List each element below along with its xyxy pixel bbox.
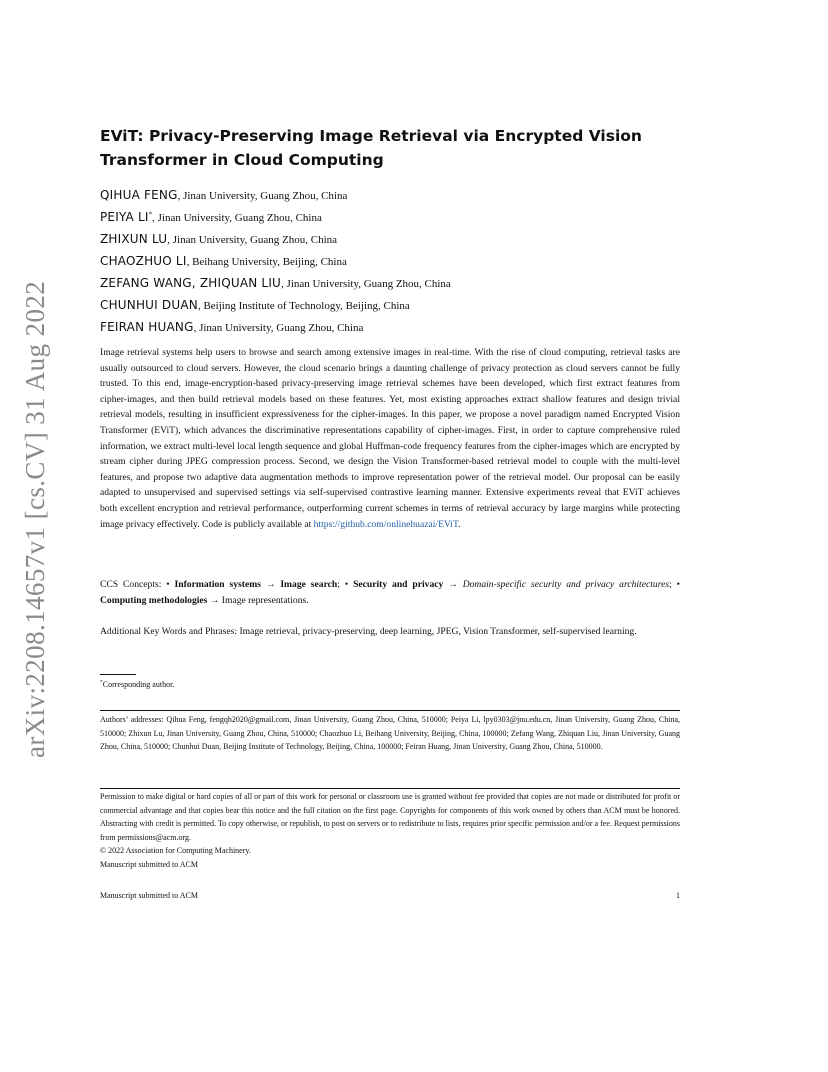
footnote-divider (100, 674, 136, 675)
paper-title: EViT: Privacy-Preserving Image Retrieval via Encrypted Vision Transformer in Cloud Computing (100, 127, 642, 169)
author-name: ZEFANG WANG, ZHIQUAN LIU (100, 276, 282, 290)
corresponding-author-footnote (100, 679, 680, 691)
ccs-label: CCS Concepts: (100, 579, 167, 590)
author-affiliation: , Jinan University, Guang Zhou, China (193, 322, 364, 334)
author-name: CHUNHUI DUAN (100, 298, 198, 312)
author-line (100, 272, 740, 294)
code-repository-link[interactable]: https://github.com/onlinehuazai/EViT (313, 518, 459, 530)
ccs-separator: ; (337, 579, 345, 590)
ccs-concept-security-detail: Domain-specific security and privacy architectures (462, 579, 670, 590)
author-line (100, 184, 740, 206)
footer-venue: Manuscript submitted to ACM (100, 891, 198, 900)
author-line (100, 316, 740, 338)
author-line (100, 294, 740, 316)
permission-text: Permission to make digital or hard copies of all or part of this work for personal or classroom use is granted without fee provided that copies are not made or distributed for profit or commercial advantage and that copies bear this notice and the full citation on the first page. Copyrights for components of this work owned by others than ACM must be honored. Abstracting with credit is permitted. To copy otherwise, or republish, to post on servers or to redistribute to lists, requires prior specific permission and/or a fee. Request permissions from permissions@acm.org. (100, 792, 680, 842)
author-name: QIHUA FENG (100, 188, 178, 202)
ccs-concept-computing-methodologies: Computing methodologies (100, 594, 208, 606)
manuscript-line: Manuscript submitted to ACM (100, 859, 198, 869)
ccs-bullet: • (344, 579, 354, 590)
abstract-end: . (458, 518, 461, 530)
author-affiliation: , Beijing Institute of Technology, Beijing, China (197, 300, 410, 312)
ccs-bullet: • (676, 579, 680, 590)
ccs-concept-security-privacy: Security and privacy (353, 579, 444, 590)
footnote-text: Corresponding author. (102, 680, 175, 689)
author-name: PEIYA LI (100, 210, 149, 224)
author-name: FEIRAN HUANG (100, 320, 194, 334)
author-list (100, 184, 740, 338)
author-affiliation: , Jinan University, Guang Zhou, China (152, 212, 322, 224)
copyright-line: © 2022 Association for Computing Machinery. (100, 846, 251, 856)
ccs-separator: ; (669, 579, 677, 590)
author-affiliation: , Beihang University, Beijing, China (186, 256, 347, 268)
author-name: CHAOZHUO LI (100, 254, 187, 268)
permission-notice (100, 790, 680, 872)
author-name: ZHIXUN LU (100, 232, 168, 246)
author-addresses: Authors’ addresses: Qihua Feng, fengqh2020@gmail.com, Jinan University, Guang Zhou, China, 510000; Peiya Li, lpy0303@jnu.edu.cn, Jinan University, Guang Zhou, China, 510000; Zhixun Lu, Jinan University, Guang Zhou, China, 510000; Chaozhuo Li, Beihang University, Beijing, China, 100000; Zefang Wang, Zhiquan Liu, Jinan University, Guang Zhou, China, 510000; Chunhui Duan, Beijing Institute of Technology, Beijing, China, 100000; Feiran Huang, Jinan University, Guang Zhou, China, 510000. (100, 715, 680, 752)
footnote-marker: * (100, 679, 103, 686)
arxiv-identifier-stamp: arXiv:2208.14657v1 [cs.CV] 31 Aug 2022 (20, 280, 50, 758)
author-affiliation: , Jinan University, Guang Zhou, China (177, 190, 348, 202)
author-line (100, 250, 740, 272)
addresses-divider (100, 710, 680, 711)
abstract (100, 345, 680, 532)
page-number: 1 (676, 891, 680, 900)
ccs-bullet: • (166, 579, 175, 590)
running-footer (100, 891, 680, 903)
ccs-concept-information-systems: Information systems → Image search (174, 579, 338, 590)
keywords: Additional Key Words and Phrases: Image retrieval, privacy-preserving, deep learning, JPEG, Vision Transformer, self-supervised learning. (100, 626, 637, 637)
author-superscript: * (148, 210, 153, 219)
author-line (100, 228, 740, 250)
author-affiliation: , Jinan University, Guang Zhou, China (281, 278, 451, 290)
abstract-text: Image retrieval systems help users to browse and search among extensive images in real-time. With the rise of cloud computing, retrieval tasks are usually outsourced to cloud servers. However, the cloud scenario brings a daunting challenge of privacy protection as cloud servers cannot be fully trusted. To this end, image-encryption-based privacy-preserving image retrieval schemes have been developed, which first extract features from cipher-images, and then build retrieval models based on these features. Yet, most existing approaches extract shallow features and design trivial retrieval models, resulting in insufficient expressiveness for the cipher-images. In this paper, we propose a novel paradigm named Encrypted Vision Transformer (EViT), which advances the discriminative representations capability of cipher-images. First, in order to capture comprehensive ruled information, we extract multi-level local length sequence and global Huffman-code frequency features from the cipher-images which are encrypted by stream cipher during JPEG compression process. Second, we design the Vision Transformer-based retrieval model to couple with the multi-level features, and propose two adaptive data augmentation methods to improve representation power of the retrieval model. Our proposal can be easily adapted to unsupervised and supervised settings via self-supervised contrastive learning manner. Extensive experiments reveal that EViT achieves both excellent encryption and retrieval performance, outperforming current schemes in terms of retrieval accuracy by large margins while protecting image privacy effectively. Code is publicly available at (100, 347, 680, 530)
ccs-concept-computing-detail: → Image representations. (207, 594, 309, 606)
ccs-concepts (100, 577, 680, 608)
author-affiliation: , Jinan University, Guang Zhou, China (167, 234, 338, 246)
permission-divider (100, 788, 680, 789)
ccs-arrow: → (443, 579, 463, 590)
author-line (100, 206, 740, 228)
